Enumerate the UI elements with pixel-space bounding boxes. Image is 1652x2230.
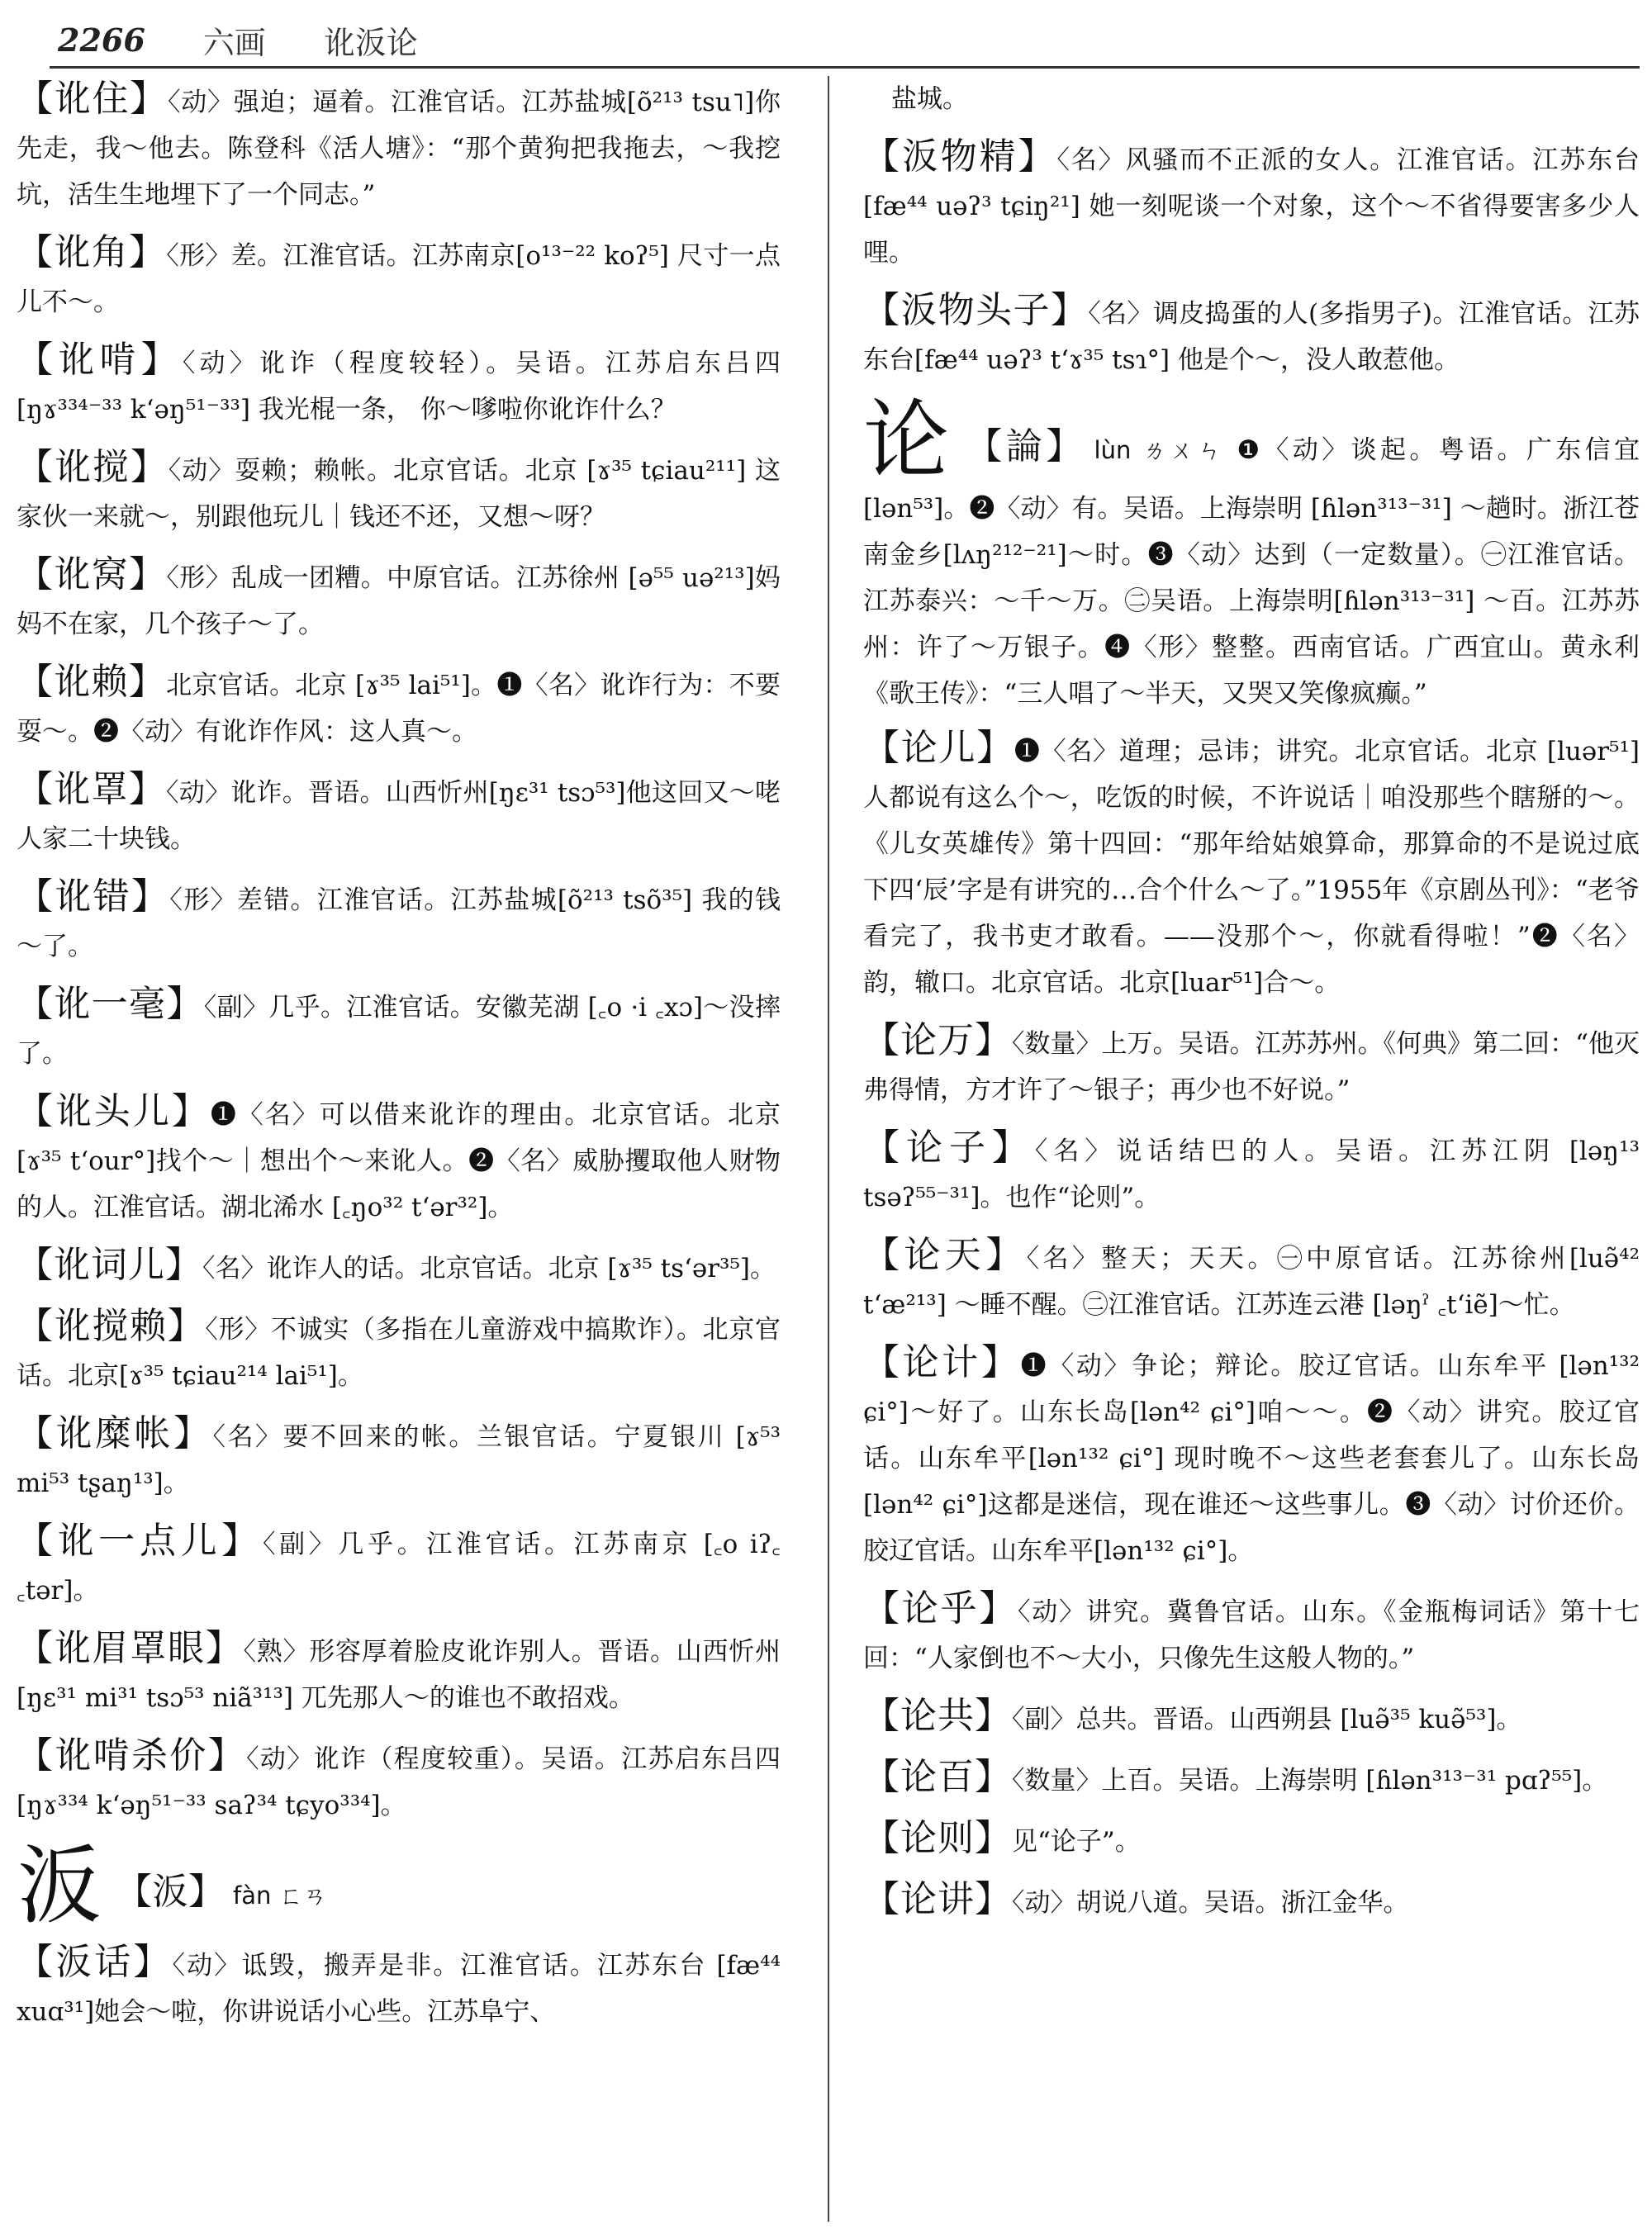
entry-headword: 【讹一毫】 <box>17 983 204 1025</box>
entry-headword: 【论乎】 <box>863 1587 1018 1630</box>
dictionary-entry <box>863 76 1640 122</box>
entry-headword: 【讹头儿】 <box>17 1090 211 1132</box>
dictionary-entry <box>863 725 1640 1006</box>
stroke-section: 六画 <box>202 24 266 61</box>
dictionary-entry <box>17 1242 781 1292</box>
entry-definition: 〈名〉整天；天天。㊀中原官话。江苏徐州[luə̃⁴² t‘æ²¹³] ～睡不醒。㊁江淮官话。江苏连云港 [ləŋˀ ꜀t‘iẽ]～忙。 <box>863 1244 1640 1320</box>
pinyin: fàn ㄈㄢ <box>233 1881 327 1910</box>
entry-headword: 【论则】 <box>863 1817 1012 1859</box>
dictionary-entry <box>17 1089 781 1231</box>
entry-definition: 〈动〉讹诈（程度较重）。吴语。江苏启东吕四[ŋɤ³³⁴ k‘əŋ⁵¹⁻³³ saʔ³⁴ tɕyo³³⁴]。 <box>17 1744 781 1820</box>
dictionary-entry <box>17 337 781 433</box>
entry-definition: 〈熟〉形容厚着脸皮讹诈别人。晋语。山西忻州[ŋɛ³¹ mi³¹ tsɔ⁵³ niã³¹³] 兀先那人～的谁也不敢招戏。 <box>17 1637 781 1713</box>
entry-headword: 【讹糜帐】 <box>17 1412 213 1454</box>
dictionary-entry <box>17 874 781 970</box>
entry-definition: 〈数量〉上万。吴语。江苏苏州。《何典》第二回：“他灭弗得情，方才许了～银子；再少也不好说。” <box>863 1029 1640 1105</box>
dictionary-entry <box>17 1733 781 1829</box>
entry-definition: ❶〈动〉争论；辩论。胶辽官话。山东牟平 [lən¹³² ɕi°]～好了。山东长岛[lən⁴² ɕi°]咱～～。❷〈动〉讲究。胶辽官话。山东牟平[lən¹³² ɕi°] 现时晚不～这些老套套儿了。山东长岛[lən⁴² ɕi°]这都是迷信，现在谁还～这些事儿。❸〈动〉讨价还价。胶辽官话。山东牟平[lən¹³² ɕi°]。 <box>863 1351 1640 1566</box>
head-chars: 讹汳论 <box>323 24 418 61</box>
entry-definition: 见“论子”。 <box>1012 1827 1141 1857</box>
pinyin: lùn ㄌㄨㄣ <box>1094 436 1226 464</box>
entry-definition: ❶〈名〉道理；忌讳；讲究。北京官话。北京 [luər⁵¹]人都说有这么个～，吃饭的时候，不许说话｜咱没那些个瞎掰的～。《儿女英雄传》第十四回：“那年给姑娘算命，那算命的不是说过底下四‘辰’字是有讲究的…合个什么～了。”1955年《京剧丛刊》：“老爷看完了，我书吏才敢看。——没那个～，你就看得啦！”❷〈名〉韵，辙口。北京官话。北京[luar⁵¹]合～。 <box>863 737 1640 998</box>
entry-headword: 【汳话】 <box>17 1941 173 1983</box>
dictionary-entry <box>17 230 781 325</box>
entry-headword: 【讹搅】 <box>17 446 169 488</box>
dictionary-entry <box>863 1693 1640 1743</box>
dictionary-entry <box>863 1754 1640 1804</box>
entry-definition: 〈数量〉上百。吴语。上海崇明 [ɦlən³¹³⁻³¹ pɑʔ⁵⁵]。 <box>1012 1766 1608 1796</box>
entry-headword: 【论儿】 <box>863 727 1014 769</box>
left-column <box>17 76 781 2222</box>
entry-headword: 【论子】 <box>863 1127 1035 1169</box>
entry-definition: 〈形〉差错。江淮官话。江苏盐城[õ²¹³ tsõ³⁵] 我的钱～了。 <box>17 885 781 961</box>
entry-headword: 【论万】 <box>863 1019 1013 1061</box>
dictionary-entry <box>17 1303 781 1399</box>
entry-headword: 【讹窝】 <box>17 553 167 595</box>
dictionary-entry <box>17 659 781 755</box>
entry-headword: 【论百】 <box>863 1756 1012 1798</box>
dictionary-entry <box>863 1877 1640 1926</box>
dictionary-entry <box>17 981 781 1077</box>
entry-definition: 〈动〉胡说八道。吴语。浙江金华。 <box>1012 1888 1409 1918</box>
entry-definition: 〈副〉几乎。江淮官话。江苏南京 [꜀o iʔ꜀ ꜀tər]。 <box>17 1530 781 1606</box>
entry-headword: 【讹赖】 <box>17 661 167 703</box>
page-number: 2266 <box>58 21 145 59</box>
entry-definition: 〈动〉讹诈（程度较轻）。吴语。江苏启东吕四[ŋɤ³³⁴⁻³³ k‘əŋ⁵¹⁻³³] 我光棍一条， 你～嗲啦你讹诈什么？ <box>17 349 781 425</box>
char-head-fan <box>17 1835 781 1936</box>
entry-definition: 〈名〉要不回来的帐。兰银官话。宁夏银川 [ɤ⁵³ mi⁵³ tʂaŋ¹³]。 <box>17 1422 781 1498</box>
column-divider <box>828 76 829 2222</box>
entry-definition: 北京官话。北京 [ɤ³⁵ lai⁵¹]。❶〈名〉讹诈行为：不要耍～。❷〈动〉有讹诈作风：这人真～。 <box>17 671 781 747</box>
dictionary-entry <box>17 766 781 862</box>
dictionary-entry <box>863 1340 1640 1574</box>
dictionary-entry <box>863 1586 1640 1682</box>
dictionary-entry <box>863 1125 1640 1221</box>
char-head-lun <box>863 390 1640 717</box>
entry-definition: 〈名〉风骚而不正派的女人。江淮官话。江苏东台[fæ⁴⁴ uəʔ³ tɕiŋ²¹] 她一刻呢谈一个对象，这个～不省得要害多少人哩。 <box>863 145 1640 268</box>
entry-headword: 【论计】 <box>863 1341 1021 1383</box>
entry-headword: 【讹一点儿】 <box>17 1520 263 1562</box>
left-entries-after <box>17 1939 781 2035</box>
entry-definition: 〈形〉乱成一团糟。中原官话。江苏徐州 [ə⁵⁵ uə²¹³]妈妈不在家，几个孩子～了。 <box>17 563 781 639</box>
entry-headword: 【讹啃】 <box>17 339 183 381</box>
right-column <box>863 76 1640 2222</box>
entry-definition: 〈形〉差。江淮官话。江苏南京[o¹³⁻²² koʔ⁵] 尺寸一点儿不～。 <box>17 241 781 317</box>
entry-headword: 【讹罩】 <box>17 768 166 810</box>
dictionary-entry <box>17 552 781 648</box>
entry-headword: 【讹啃杀价】 <box>17 1734 247 1777</box>
entry-definition: 〈名〉说话结巴的人。吴语。江苏江阴 [ləŋ¹³ tsəʔ⁵⁵⁻³¹]。也作“论则”。 <box>863 1136 1640 1212</box>
entry-definition: 〈名〉调皮捣蛋的人(多指男子)。江淮官话。江苏东台[fæ⁴⁴ uəʔ³ t‘ɤ³⁵ tsɿ°] 他是个～，没人敢惹他。 <box>863 299 1640 375</box>
dictionary-entry <box>17 1939 781 2035</box>
dictionary-entry <box>17 1518 781 1614</box>
traditional-form: 【論】 <box>966 425 1086 467</box>
entry-headword: 【讹词儿】 <box>17 1244 202 1286</box>
entry-headword: 【讹眉罩眼】 <box>17 1627 244 1669</box>
dictionary-entry <box>17 76 781 218</box>
dictionary-entry <box>17 1411 781 1506</box>
entry-headword: 【汳物头子】 <box>863 289 1089 331</box>
left-entries <box>17 76 781 1829</box>
head-character: 论 <box>863 390 953 491</box>
traditional-form: 【汳】 <box>116 1871 225 1913</box>
entry-headword: 【论讲】 <box>863 1878 1012 1920</box>
page-header <box>58 15 1635 64</box>
dictionary-entry <box>863 1018 1640 1113</box>
entry-definition: 〈动〉讹诈。晋语。山西忻州[ŋɛ³¹ tsɔ⁵³]他这回又～咾人家二十块钱。 <box>17 778 781 854</box>
entry-headword: 【讹搅赖】 <box>17 1305 206 1347</box>
entry-definition: 〈动〉讲究。冀鲁官话。山东。《金瓶梅词话》第十七回：“人家倒也不～大小，只像先生这般人物的。” <box>863 1597 1640 1673</box>
entry-headword: 【讹角】 <box>17 231 167 273</box>
dictionary-entry <box>863 134 1640 276</box>
definition: ❶〈动〉谈起。粤语。广东信宜 [lən⁵³]。❷〈动〉有。吴语。上海崇明 [ɦlən³¹³⁻³¹] ～趟时。浙江苍南金乡[lʌŋ²¹²⁻²¹]～时。❸〈动〉达到（一定数量）。㊀江淮官话。江苏泰兴：～千～万。㊁吴语。上海崇明[ɦlən³¹³⁻³¹] ～百。江苏苏州：许了～万银子。❹〈形〉整整。西南官话。广西宜山。黄永利《歌王传》：“三人唱了～半天，又哭又笑像疯癫。” <box>863 435 1640 709</box>
entry-definition: 〈动〉强迫；逼着。江淮官话。江苏盐城[õ²¹³ tsu˥]你先走，我～他去。陈登科《活人塘》：“那个黄狗把我拖去，～我挖坑，活生生地埋下了一个同志。” <box>17 88 781 210</box>
dictionary-entry <box>863 1815 1640 1865</box>
entry-definition: 〈形〉不诚实（多指在儿童游戏中搞欺诈）。北京官话。北京[ɤ³⁵ tɕiau²¹⁴ lai⁵¹]。 <box>17 1315 781 1391</box>
head-character: 汳 <box>17 1835 103 1936</box>
dictionary-entry <box>863 287 1640 383</box>
right-entries-before <box>863 76 1640 383</box>
entry-definition: 〈动〉诋毁，搬弄是非。江淮官话。江苏东台 [fæ⁴⁴ xuɑ³¹]她会～啦，你讲说话小心些。江苏阜宁、 <box>17 1951 781 2027</box>
entry-headword: 【讹住】 <box>17 78 168 120</box>
entry-headword: 【讹错】 <box>17 875 170 918</box>
dictionary-entry <box>17 1625 781 1721</box>
dictionary-entry <box>17 444 781 540</box>
entry-headword: 【论天】 <box>863 1234 1027 1276</box>
entry-headword: 【论共】 <box>863 1695 1012 1737</box>
entry-definition: 〈副〉几乎。江淮官话。安徽芜湖 [꜀o ·i ꜀xɔ]～没摔了。 <box>17 993 781 1069</box>
dictionary-entry <box>863 1232 1640 1328</box>
entry-definition: 盐城。 <box>891 84 968 114</box>
header-rule <box>50 66 1640 69</box>
entry-definition: ❶〈名〉可以借来讹诈的理由。北京官话。北京[ɤ³⁵ t‘our°]找个～｜想出个～来讹人。❷〈名〉威胁攫取他人财物的人。江淮官话。湖北浠水 [꜀ŋo³² t‘ər³²]。 <box>17 1100 781 1222</box>
entry-headword: 【汳物精】 <box>863 135 1057 178</box>
entry-definition: 〈副〉总共。晋语。山西朔县 [luə̃³⁵ kuə̃⁵³]。 <box>1012 1705 1522 1734</box>
entry-definition: 〈名〉讹诈人的话。北京官话。北京 [ɤ³⁵ ts‘ər³⁵]。 <box>202 1254 776 1283</box>
entry-definition: 〈动〉耍赖；赖帐。北京官话。北京 [ɤ³⁵ tɕiau²¹¹] 这家伙一来就～，别跟他玩儿｜钱还不还，又想～呀？ <box>17 456 781 532</box>
right-entries <box>863 725 1640 1926</box>
